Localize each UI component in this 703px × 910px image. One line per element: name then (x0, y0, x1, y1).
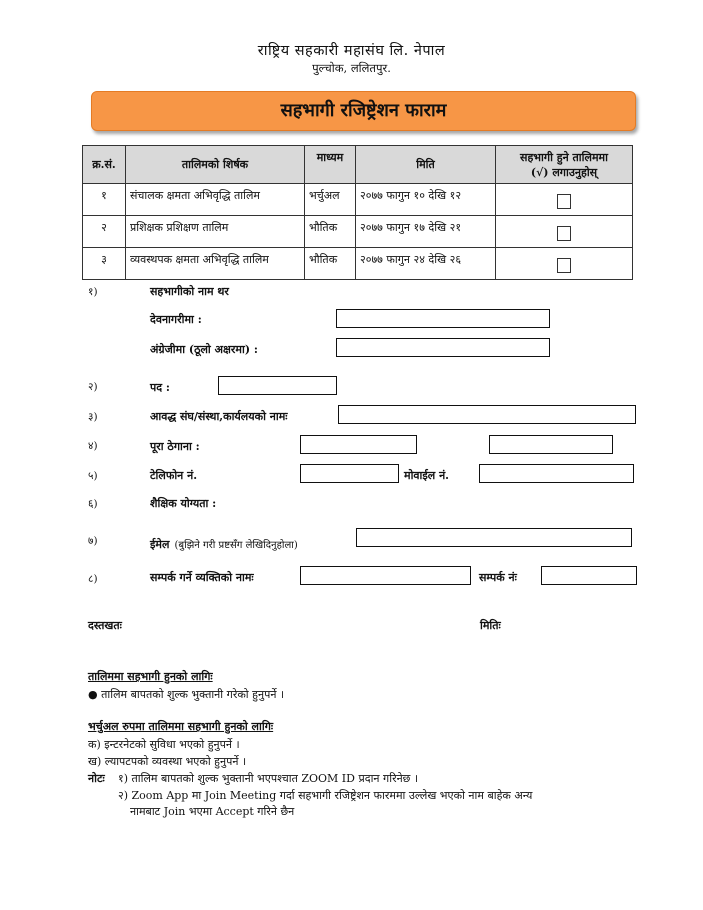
contact-person-label: सम्पर्क गर्ने व्यक्तिको नामः (150, 571, 254, 584)
table-row (83, 216, 633, 248)
item-number-7: ७) (88, 535, 98, 547)
participation-heading: तालिममा सहभागी हुनको लागिः (88, 670, 213, 683)
row-mode: भौतिक (305, 248, 356, 280)
row-title: प्रशिक्षक प्रशिक्षण तालिम (126, 216, 305, 248)
virtual-heading: भर्चुअल रुपमा तालिममा सहभागी हुनको लागिः (88, 720, 274, 733)
position-label: पद : (150, 381, 170, 394)
devanagari-name-field[interactable] (336, 309, 550, 328)
row-select-cell (496, 248, 633, 280)
telephone-field[interactable] (300, 464, 399, 483)
note-1: १) तालिम बापतको शुल्क भुक्तानी भएपश्चात ZOOM ID प्रदान गरिनेछ । (118, 772, 419, 785)
row-sn: ३ (83, 248, 126, 280)
training-table (82, 145, 633, 280)
email-field[interactable] (356, 528, 632, 547)
training-checkbox-1[interactable] (557, 194, 571, 209)
virtual-item-kha: ख) ल्यापटपको व्यवस्था भएको हुनुपर्ने । (88, 755, 247, 768)
note-label: नोटः (88, 772, 105, 785)
row-select-cell (496, 216, 633, 248)
english-label: अंग्रेजीमा (ठूलो अक्षरमा) : (150, 343, 258, 356)
col-mode: माध्यम (305, 146, 356, 184)
participant-name-label: सहभागीको नाम थर (150, 285, 229, 298)
row-date: २०७७ फागुन १० देखि १२ (356, 184, 496, 216)
row-title: व्यवस्थपक क्षमता अभिवृद्धि तालिम (126, 248, 305, 280)
col-select-line1: सहभागी हुने तालिममा (520, 150, 608, 164)
training-checkbox-3[interactable] (557, 258, 571, 273)
devanagari-label: देवनागरीमा : (150, 313, 202, 326)
participation-bullet (88, 687, 284, 702)
table-header-row (83, 146, 633, 184)
organization-field[interactable] (338, 405, 636, 424)
form-title-banner (91, 91, 636, 131)
row-mode: भर्चुअल (305, 184, 356, 216)
contact-number-field[interactable] (541, 566, 637, 585)
item-number-8: ८) (88, 573, 98, 585)
item-number-3: ३) (88, 411, 98, 423)
english-name-field[interactable] (336, 338, 550, 357)
col-title: तालिमको शिर्षक (126, 146, 305, 184)
row-sn: २ (83, 216, 126, 248)
contact-person-field[interactable] (300, 566, 471, 585)
col-sn: क्र.सं. (83, 146, 126, 184)
address-label: पूरा ठेगाना : (150, 440, 200, 453)
address-field-2[interactable] (489, 435, 613, 454)
organization-address: पुल्चोक, ललितपुर. (312, 61, 391, 75)
row-title: संचालक क्षमता अभिवृद्धि तालिम (126, 184, 305, 216)
bullet-icon: ● (88, 688, 98, 701)
position-field[interactable] (218, 376, 337, 395)
address-field-1[interactable] (300, 435, 417, 454)
note-2-line2: नामबाट Join भएमा Accept गरिने छैन (130, 805, 295, 818)
item-number-4: ४) (88, 440, 98, 452)
telephone-label: टेलिफोन नं. (150, 469, 198, 482)
virtual-item-ka: क) इन्टरनेटको सुविधा भएको हुनुपर्ने । (88, 738, 240, 751)
note-2-line1: २) Zoom App मा Join Meeting गर्दा सहभागी रजिष्ट्रेशन फारममा उल्लेख भएको नाम बाहेक अन्य (118, 789, 533, 802)
email-hint: (बुझिने गरी प्रष्टसँग लेखिदिनुहोला) (174, 540, 298, 551)
contact-number-label: सम्पर्क नंः (479, 571, 517, 584)
table-row (83, 184, 633, 216)
training-checkbox-2[interactable] (557, 226, 571, 241)
item-number-2: २) (88, 381, 98, 393)
mobile-label: मोवाईल नं. (404, 469, 450, 482)
organization-name: राष्ट्रिय सहकारी महासंघ लि. नेपाल (257, 43, 446, 59)
item-number-6: ६) (88, 498, 98, 510)
email-label-group (150, 533, 298, 552)
organization-label: आवद्ध संघ/संस्था,कार्यलयको नामः (150, 410, 288, 423)
email-label: ईमेल (150, 538, 170, 551)
row-sn: १ (83, 184, 126, 216)
row-date: २०७७ फागुन १७ देखि २१ (356, 216, 496, 248)
col-select-line2: (√) लगाउनुहोस् (530, 165, 598, 179)
table-row (83, 248, 633, 280)
mobile-field[interactable] (479, 464, 634, 483)
signature-label: दस्तखतः (88, 619, 122, 632)
item-number-5: ५) (88, 470, 98, 482)
education-label: शैक्षिक योग्यता : (150, 497, 217, 510)
row-mode: भौतिक (305, 216, 356, 248)
form-title: सहभागी रजिष्ट्रेशन फाराम (280, 100, 447, 121)
row-date: २०७७ फागुन २४ देखि २६ (356, 248, 496, 280)
col-date: मिति (356, 146, 496, 184)
item-number-1: १) (88, 286, 98, 298)
signature-date-label: मितिः (480, 619, 501, 632)
col-select (496, 146, 633, 184)
row-select-cell (496, 184, 633, 216)
participation-bullet-text: तालिम बापतको शुल्क भुक्तानी गरेको हुनुपर्ने । (101, 688, 285, 701)
